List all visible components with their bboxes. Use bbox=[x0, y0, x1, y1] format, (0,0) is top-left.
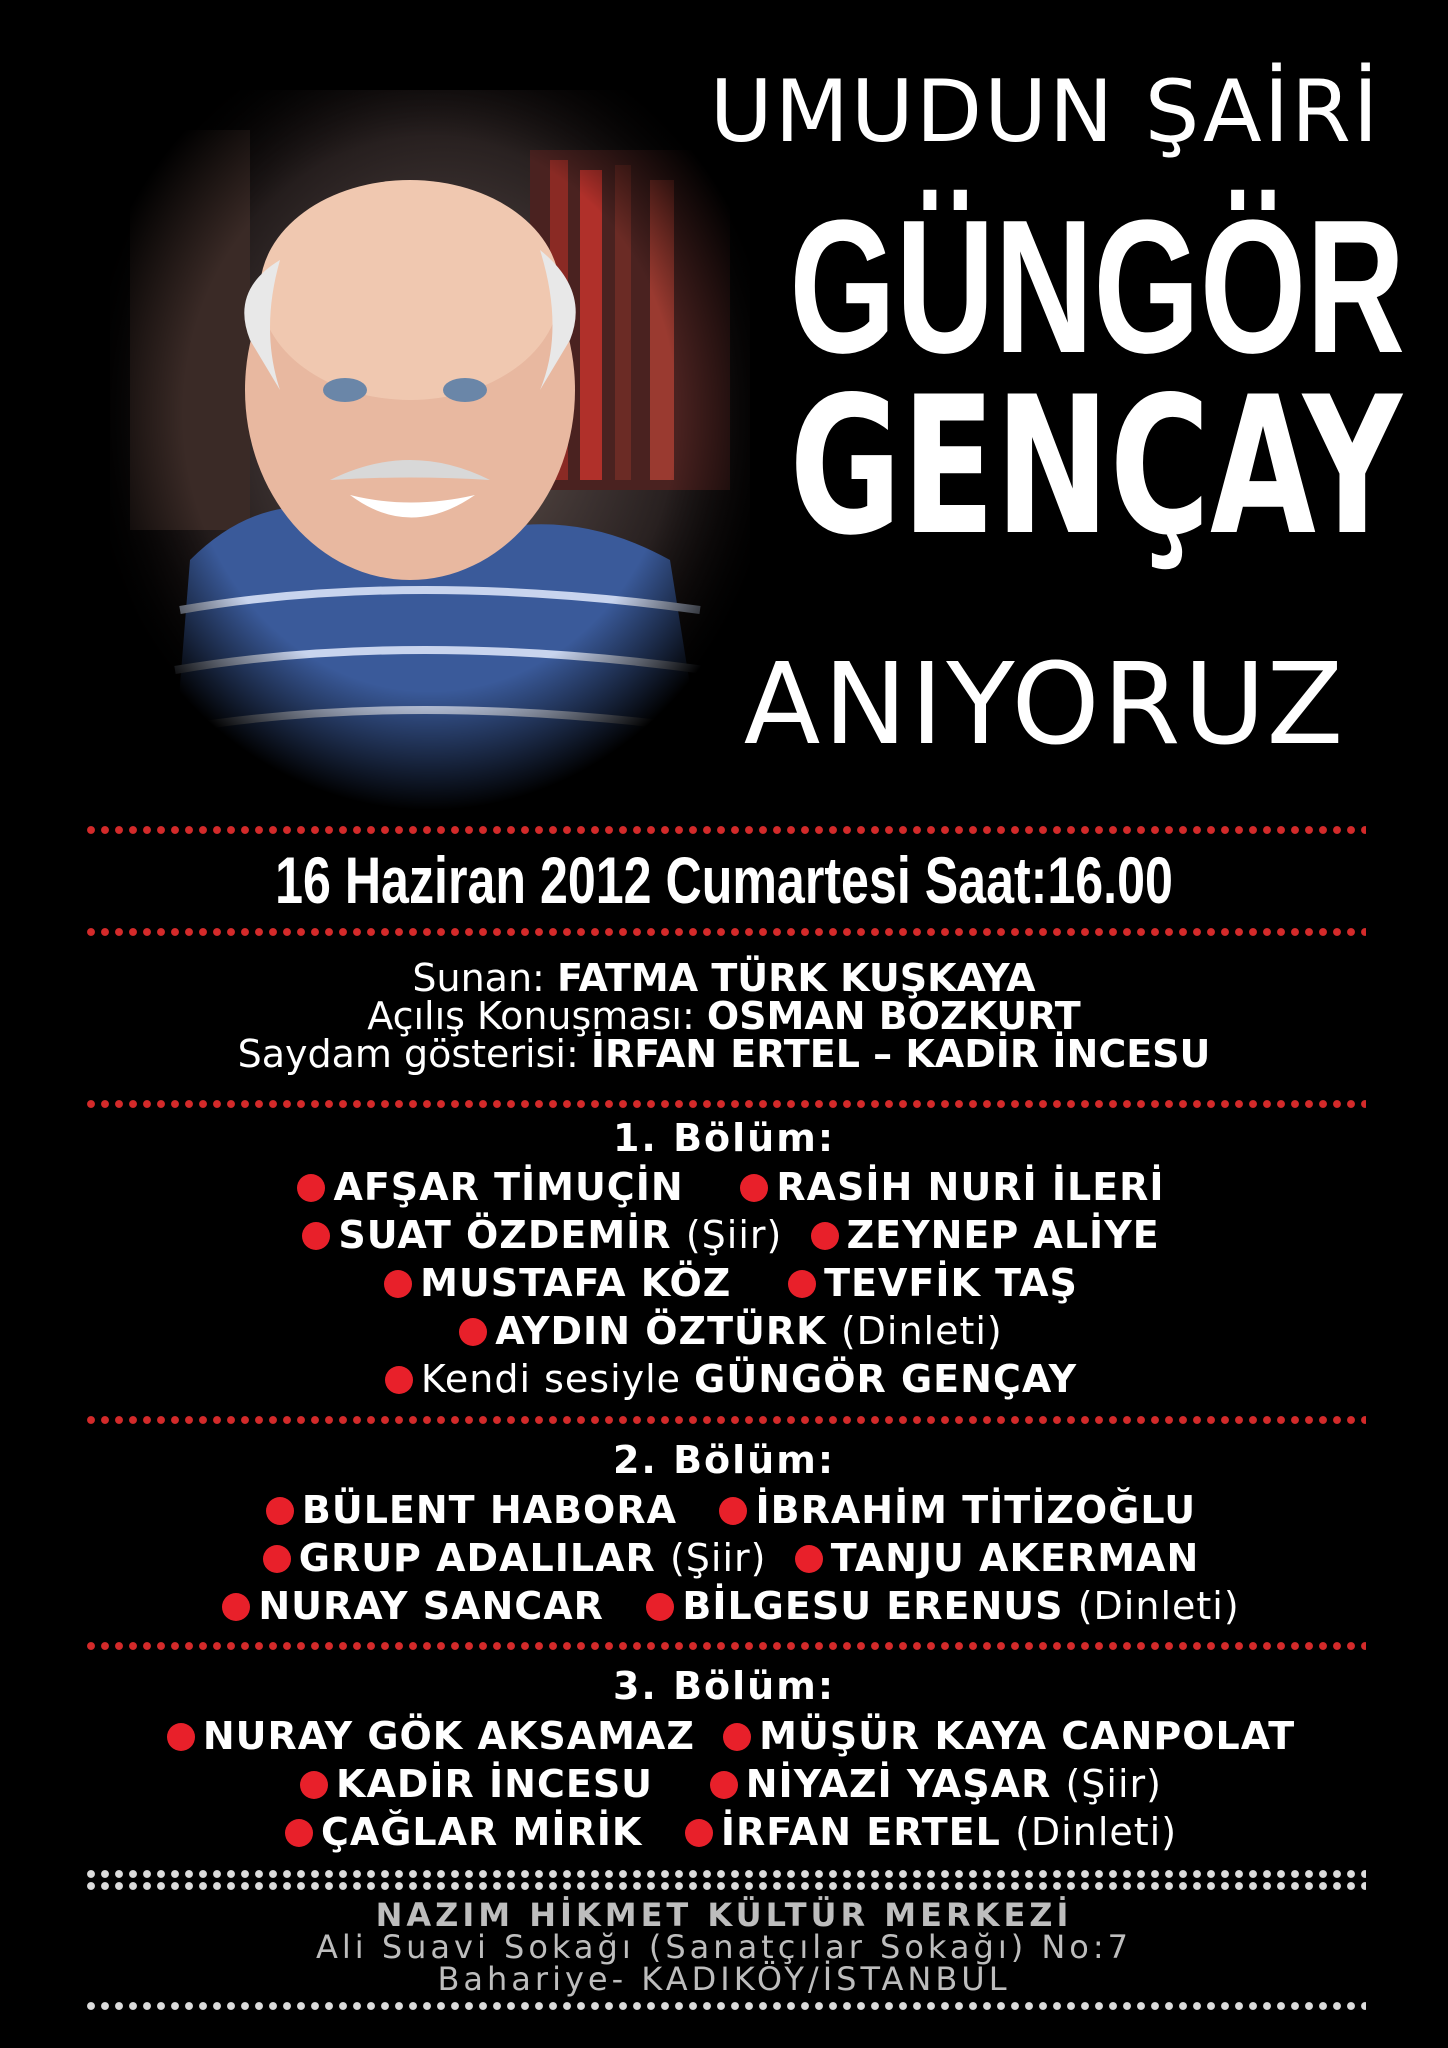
section-title: 2. Bölüm: bbox=[612, 1438, 836, 1482]
performer-name: GRUP ADALILAR bbox=[298, 1536, 656, 1580]
header-line-3: GENÇAY bbox=[789, 356, 1402, 577]
venue-name: NAZIM HİKMET KÜLTÜR MERKEZİ bbox=[375, 1896, 1073, 1934]
divider bbox=[84, 1882, 1366, 1890]
performer-note: (Şiir) bbox=[1065, 1762, 1162, 1806]
credit-name: İRFAN ERTEL – KADİR İNCESU bbox=[590, 1032, 1211, 1076]
divider bbox=[84, 1416, 1366, 1424]
performer-note: (Şiir) bbox=[685, 1213, 783, 1257]
bullet-icon bbox=[646, 1593, 674, 1621]
performer-name: ZEYNEP ALİYE bbox=[846, 1213, 1160, 1257]
divider bbox=[84, 1642, 1366, 1650]
performer-row bbox=[0, 1357, 1448, 1401]
venue-address-2: Bahariye- KADIKÖY/İSTANBUL bbox=[437, 1960, 1011, 1998]
bullet-icon bbox=[795, 1545, 823, 1573]
performer-name: NİYAZİ YAŞAR bbox=[745, 1762, 1052, 1806]
credit-name: OSMAN BOZKURT bbox=[706, 994, 1081, 1038]
credit-label: Sunan: bbox=[412, 956, 557, 1000]
event-date: 16 Haziran 2012 Cumartesi Saat:16.00 bbox=[275, 843, 1173, 917]
performer-row bbox=[0, 1536, 1448, 1580]
divider bbox=[84, 1100, 1366, 1108]
performer-name: ÇAĞLAR MİRİK bbox=[320, 1810, 643, 1854]
bullet-icon bbox=[167, 1723, 195, 1751]
bullet-icon bbox=[266, 1497, 294, 1525]
performer-name: TANJU AKERMAN bbox=[830, 1536, 1200, 1580]
performer-row bbox=[0, 1309, 1448, 1353]
section-title: 1. Bölüm: bbox=[612, 1116, 836, 1160]
venue-address-1: Ali Suavi Sokağı (Sanatçılar Sokağı) No:7 bbox=[315, 1928, 1133, 1966]
section-title: 3. Bölüm: bbox=[612, 1664, 836, 1708]
credit-name: FATMA TÜRK KUŞKAYA bbox=[556, 956, 1036, 1000]
performer-name: MUSTAFA KÖZ bbox=[420, 1261, 732, 1305]
performer-name: RASİH NURİ İLERİ bbox=[776, 1165, 1165, 1209]
performer-row bbox=[0, 1714, 1448, 1758]
performer-name: AFŞAR TİMUÇİN bbox=[333, 1165, 684, 1209]
portrait-photo bbox=[110, 90, 750, 810]
credit-label: Açılış Konuşması: bbox=[367, 994, 707, 1038]
performer-name: BÜLENT HABORA bbox=[301, 1488, 677, 1532]
divider bbox=[84, 1870, 1366, 1878]
performer-name: SUAT ÖZDEMİR bbox=[338, 1213, 672, 1257]
header-line-1: UMUDUN ŞAİRİ bbox=[709, 62, 1381, 162]
performer-row bbox=[0, 1584, 1448, 1628]
header-line-2: GÜNGÖR bbox=[789, 181, 1405, 393]
bullet-icon bbox=[302, 1222, 330, 1250]
header-line-4: ANIYORUZ bbox=[743, 640, 1347, 770]
bullet-icon bbox=[459, 1318, 487, 1346]
bullet-icon bbox=[285, 1819, 313, 1847]
performer-note: (Dinleti) bbox=[1015, 1810, 1178, 1854]
performer-prefix: Kendi sesiyle bbox=[420, 1357, 695, 1401]
performer-name: MÜŞÜR KAYA CANPOLAT bbox=[759, 1714, 1296, 1758]
divider bbox=[84, 928, 1366, 936]
bullet-icon bbox=[263, 1545, 291, 1573]
performer-name: GÜNGÖR GENÇAY bbox=[694, 1357, 1078, 1401]
credit-line bbox=[0, 1032, 1448, 1076]
bullet-icon bbox=[685, 1819, 713, 1847]
performer-row bbox=[0, 1213, 1448, 1257]
divider bbox=[84, 826, 1366, 834]
portrait-photo-icon bbox=[110, 90, 750, 810]
performer-name: KADİR İNCESU bbox=[336, 1762, 654, 1806]
bullet-icon bbox=[300, 1771, 328, 1799]
performer-row bbox=[0, 1165, 1448, 1209]
performer-row bbox=[0, 1762, 1448, 1806]
bullet-icon bbox=[222, 1593, 250, 1621]
bullet-icon bbox=[740, 1174, 768, 1202]
performer-note: (Dinleti) bbox=[840, 1309, 1003, 1353]
bullet-icon bbox=[788, 1270, 816, 1298]
performer-row bbox=[0, 1810, 1448, 1854]
performer-name: NURAY GÖK AKSAMAZ bbox=[202, 1714, 695, 1758]
performer-note: (Dinleti) bbox=[1077, 1584, 1240, 1628]
performer-name: İRFAN ERTEL bbox=[720, 1810, 1001, 1854]
performer-name: İBRAHİM TİTİZOĞLU bbox=[755, 1488, 1197, 1532]
bullet-icon bbox=[297, 1174, 325, 1202]
performer-name: BİLGESU ERENUS bbox=[682, 1584, 1064, 1628]
bullet-icon bbox=[723, 1723, 751, 1751]
bullet-icon bbox=[719, 1497, 747, 1525]
performer-row bbox=[0, 1488, 1448, 1532]
bullet-icon bbox=[710, 1771, 738, 1799]
credit-label: Saydam gösterisi: bbox=[237, 1032, 591, 1076]
performer-row bbox=[0, 1261, 1448, 1305]
bullet-icon bbox=[385, 1366, 413, 1394]
bullet-icon bbox=[384, 1270, 412, 1298]
performer-name: TEVFİK TAŞ bbox=[824, 1261, 1078, 1305]
divider bbox=[84, 2002, 1366, 2010]
performer-name: NURAY SANCAR bbox=[258, 1584, 604, 1628]
performer-name: AYDIN ÖZTÜRK bbox=[495, 1309, 827, 1353]
bullet-icon bbox=[811, 1222, 839, 1250]
performer-note: (Şiir) bbox=[669, 1536, 767, 1580]
